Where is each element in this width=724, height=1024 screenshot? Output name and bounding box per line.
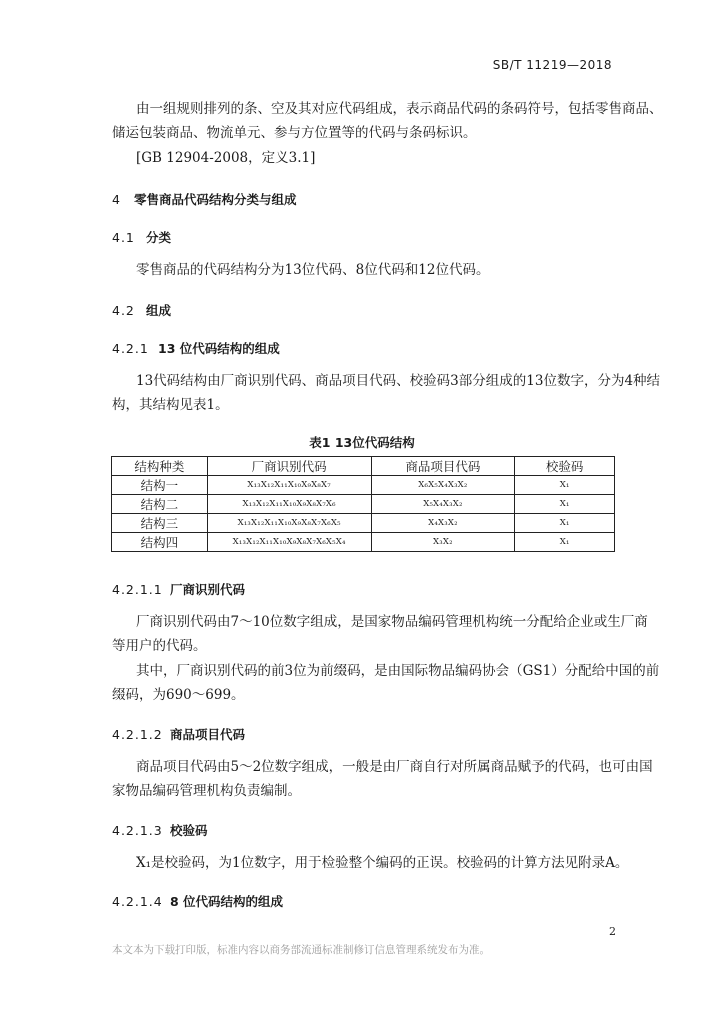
table-cell: X₃X₂ (371, 533, 515, 552)
section-title: 厂商识别代码 (170, 582, 246, 597)
table-row (112, 495, 615, 514)
table-cell: X₅X₄X₃X₂ (371, 495, 515, 514)
section-4-2-1-1-heading (112, 580, 245, 598)
table-cell: 结构二 (112, 495, 208, 514)
table-1 (111, 456, 615, 552)
section-number: 4.2 (112, 303, 135, 318)
table-cell: 结构一 (112, 476, 208, 495)
table-cell: X₄X₃X₂ (371, 514, 515, 533)
column-header: 商品项目代码 (371, 457, 515, 476)
section-4-2-1-1-p2-line-2: 缀码，为690～699。 (112, 687, 245, 703)
section-4-2-1-4-heading (112, 892, 283, 910)
definition-line-1: 由一组规则排列的条、空及其对应代码组成，表示商品代码的条码符号，包括零售商品、 (136, 101, 663, 117)
table-row (112, 533, 615, 552)
table-cell: X₁ (515, 476, 615, 495)
section-title: 商品项目代码 (170, 727, 246, 742)
section-4-2-1-2-line-1: 商品项目代码由5～2位数字组成，一般是由厂商自行对所属商品赋予的代码，也可由国 (136, 759, 653, 775)
section-4-2-1-body-line-1: 13代码结构由厂商识别代码、商品项目代码、校验码3部分组成的13位数字，分为4种结 (136, 373, 661, 389)
table-cell: X₁₃X₁₂X₁₁X₁₀X₉X₈X₇X₆X₅X₄ (207, 533, 371, 552)
section-4-2-heading (112, 301, 171, 319)
table-row (112, 514, 615, 533)
section-4-2-1-body-line-2: 构，其结构见表1。 (112, 397, 229, 413)
table-cell: X₁ (515, 514, 615, 533)
column-header: 校验码 (515, 457, 615, 476)
section-title: 13 位代码结构的组成 (158, 341, 280, 356)
table-cell: X₁₃X₁₂X₁₁X₁₀X₉X₈X₇X₆X₅ (207, 514, 371, 533)
standard-id: SB/T 11219—2018 (492, 58, 612, 72)
page-number: 2 (609, 925, 616, 938)
section-title: 零售商品代码结构分类与组成 (134, 192, 297, 207)
section-title: 分类 (146, 230, 172, 245)
section-4-2-1-1-p2-line-1: 其中，厂商识别代码的前3位为前缀码，是由国际物品编码协会（GS1）分配给中国的前 (136, 663, 660, 679)
table-cell: X₁ (515, 495, 615, 514)
table-cell: X₁₃X₁₂X₁₁X₁₀X₉X₈X₇X₆ (207, 495, 371, 514)
section-4-2-1-1-p1-line-2: 等用户的代码。 (112, 638, 207, 654)
column-header: 结构种类 (112, 457, 208, 476)
section-4-1-body: 零售商品的代码结构分为13位代码、8位代码和12位代码。 (136, 262, 490, 278)
section-4-heading (112, 190, 297, 208)
section-4-1-heading (112, 228, 171, 246)
table-cell: X₁ (515, 533, 615, 552)
section-number: 4.2.1.1 (112, 582, 163, 597)
section-number: 4.2.1.2 (112, 727, 163, 742)
table-header-row (112, 457, 615, 476)
table-cell: X₆X₅X₄X₃X₂ (371, 476, 515, 495)
section-number: 4.2.1 (112, 341, 149, 356)
section-title: 校验码 (170, 823, 208, 838)
section-4-2-1-heading (112, 339, 280, 357)
section-title: 组成 (146, 303, 172, 318)
table-row (112, 476, 615, 495)
table-cell: 结构三 (112, 514, 208, 533)
footer-notice: 本文本为下载打印版，标准内容以商务部流通标准制修订信息管理系统发布为准。 (112, 944, 490, 956)
table-cell: 结构四 (112, 533, 208, 552)
section-number: 4.2.1.4 (112, 894, 163, 909)
table-1-caption: 表1 13位代码结构 (309, 435, 415, 450)
section-4-2-1-1-p1-line-1: 厂商识别代码由7～10位数字组成，是国家物品编码管理机构统一分配给企业或生厂商 (136, 614, 648, 630)
section-4-2-1-2-heading (112, 725, 245, 743)
section-title: 8 位代码结构的组成 (170, 894, 284, 909)
section-4-2-1-3-line-1: X₁是校验码，为1位数字，用于检验整个编码的正误。校验码的计算方法见附录A。 (136, 855, 629, 871)
section-number: 4.1 (112, 230, 135, 245)
section-number: 4 (112, 192, 121, 207)
column-header: 厂商识别代码 (207, 457, 371, 476)
section-4-2-1-3-heading (112, 821, 208, 839)
table-cell: X₁₃X₁₂X₁₁X₁₀X₉X₈X₇ (207, 476, 371, 495)
section-number: 4.2.1.3 (112, 823, 163, 838)
section-4-2-1-2-line-2: 家物品编码管理机构负责编制。 (112, 783, 301, 799)
definition-source: [GB 12904-2008，定义3.1] (136, 150, 316, 166)
definition-line-2: 储运包装商品、物流单元、参与方位置等的代码与条码标识。 (112, 125, 477, 141)
